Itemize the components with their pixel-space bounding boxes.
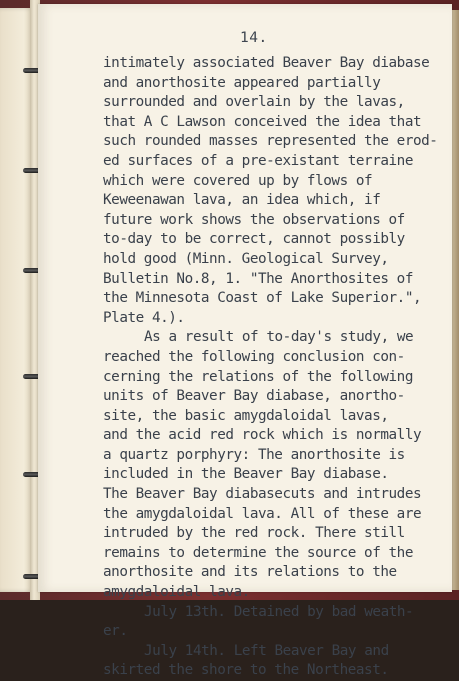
text-line: future work shows the observations of <box>103 211 405 228</box>
text-line: the Minnesota Coast of Lake Superior.", <box>103 290 422 307</box>
typed-field-notes <box>103 54 443 681</box>
page-number: 14. <box>240 30 268 46</box>
text-line: intruded by the red rock. There still <box>103 525 405 542</box>
text-line: included in the Beaver Bay diabase. <box>103 466 389 483</box>
journal-entry-date-line: July 14th. Left Beaver Bay and <box>144 642 389 659</box>
text-line: anorthosite and its relations to the <box>103 564 397 581</box>
text-line: which were covered up by flows of <box>103 172 373 189</box>
text-line: remains to determine the source of the <box>103 544 413 561</box>
text-line: ed surfaces of a pre-existant terraine <box>103 152 413 169</box>
text-line: and anorthosite appeared partially <box>103 74 381 91</box>
text-line: units of Beaver Bay diabase, anortho- <box>103 388 405 405</box>
text-line: and the acid red rock which is normally <box>103 427 422 444</box>
text-line: Bulletin No.8, 1. "The Anorthosites of <box>103 270 413 287</box>
text-line: Plate 4.). <box>103 309 185 326</box>
text-line: the amygdaloidal lava. All of these are <box>103 505 422 522</box>
text-line: The Beaver Bay diabasecuts and intrudes <box>103 486 422 503</box>
text-line: reached the following conclusion con- <box>103 348 405 365</box>
text-line: er. <box>103 623 128 640</box>
text-line: a quartz porphyry: The anorthosite is <box>103 446 405 463</box>
facing-page-edge <box>0 8 34 592</box>
text-line: that A C Lawson conceived the idea that <box>103 113 422 130</box>
text-line: such rounded masses represented the erod- <box>103 133 438 150</box>
stacked-page-edge <box>452 10 459 590</box>
text-line: site, the basic amygdaloidal lavas, <box>103 407 389 424</box>
paragraph-start-line: As a result of to-day's study, we <box>144 329 414 346</box>
text-line: cerning the relations of the following <box>103 368 413 385</box>
text-line: Keweenawan lava, an idea which, if <box>103 192 381 209</box>
journal-entry-date-line: July 13th. Detained by bad weath- <box>144 603 414 620</box>
text-line: surrounded and overlain by the lavas, <box>103 94 405 111</box>
text-line: intimately associated Beaver Bay diabase <box>103 55 430 71</box>
text-line: hold good (Minn. Geological Survey, <box>103 250 389 267</box>
text-line: skirted the shore to the Northeast. <box>103 662 389 679</box>
text-line: to-day to be correct, cannot possibly <box>103 231 405 248</box>
text-line: amygdaloidal lava. <box>103 584 250 601</box>
